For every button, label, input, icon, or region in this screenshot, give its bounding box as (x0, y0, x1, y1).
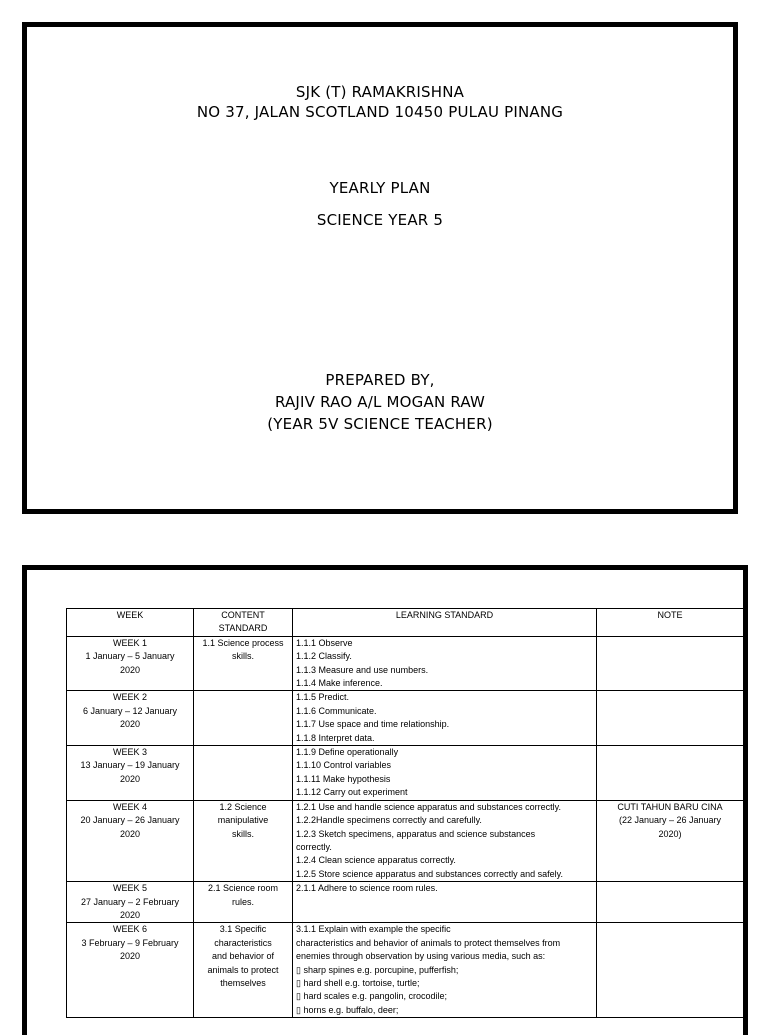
cell-learning-standard-line: 2.1.1 Adhere to science room rules. (296, 883, 438, 894)
cell-content-standard-line: skills. (232, 828, 254, 839)
cell-learning-standard-line: 1.1.8 Interpret data. (296, 732, 375, 743)
cell-content-standard-line: 1.2 Science (219, 801, 267, 812)
cell-week-line: 6 January – 12 January (82, 705, 178, 716)
cell-learning-standard-line: ▯ horns e.g. buffalo, deer; (296, 1004, 399, 1015)
cell-content-standard-line: skills. (232, 651, 254, 662)
cell-week (67, 746, 194, 801)
cover-page (22, 22, 738, 514)
cell-learning-standard-line: 1.2.5 Store science apparatus and substances correctly and safely. (296, 868, 563, 879)
header-content-line: STANDARD (218, 623, 268, 634)
cell-content-standard-line: themselves (220, 977, 266, 988)
table-row (67, 882, 744, 923)
cell-content-standard-line: animals to protect (207, 964, 279, 975)
cell-week-line: 2020 (119, 828, 141, 839)
cell-learning-standard (293, 746, 597, 801)
subject-title: SCIENCE YEAR 5 (316, 211, 444, 229)
cell-week-line: WEEK 4 (112, 801, 147, 812)
cell-week-line: 2020 (119, 909, 141, 920)
cell-week-line: 13 January – 19 January (80, 760, 180, 771)
header-note: NOTE (597, 609, 744, 637)
cell-learning-standard (293, 691, 597, 746)
cell-week-line: 2020 (119, 773, 141, 784)
cell-week-line: 2020 (119, 719, 141, 730)
cell-week-line: 2020 (119, 664, 141, 675)
cell-week-line: 20 January – 26 January (80, 815, 180, 826)
table-header-row (67, 609, 744, 637)
cell-learning-standard (293, 636, 597, 691)
header-content-standard (194, 609, 293, 637)
cell-learning-standard-line: 1.2.1 Use and handle science apparatus and substances correctly. (296, 801, 561, 812)
cell-week (67, 636, 194, 691)
cell-learning-standard-line: ▯ hard scales e.g. pangolin, crocodile; (296, 991, 448, 1002)
cell-learning-standard-line: 1.1.5 Predict. (296, 692, 350, 703)
header-learning-standard: LEARNING STANDARD (293, 609, 597, 637)
table-row (67, 636, 744, 691)
table-row (67, 923, 744, 1018)
cell-week-line: 1 January – 5 January (85, 651, 175, 662)
prepared-by-label: PREPARED BY, (325, 371, 435, 389)
cell-learning-standard-line: 1.2.3 Sketch specimens, apparatus and science substances (296, 828, 536, 839)
teacher-role: (YEAR 5V SCIENCE TEACHER) (267, 415, 493, 433)
plan-page (22, 565, 748, 1035)
cell-content-standard-line: 2.1 Science room (207, 883, 279, 894)
cell-content-standard (194, 691, 293, 746)
cell-learning-standard-line: 1.1.12 Carry out experiment (296, 787, 408, 798)
school-name: SJK (T) RAMAKRISHNA (295, 83, 465, 101)
cell-learning-standard-line: characteristics and behavior of animals to protect themselves from (296, 937, 561, 948)
cell-week-line: WEEK 3 (112, 747, 147, 758)
cell-content-standard (194, 746, 293, 801)
cell-note (597, 800, 744, 881)
cell-week (67, 923, 194, 1018)
cell-learning-standard-line: 1.2.2Handle specimens correctly and carefully. (296, 815, 482, 826)
cell-learning-standard-line: 3.1.1 Explain with example the specific (296, 924, 451, 935)
cell-week-line: WEEK 2 (112, 692, 147, 703)
table-row (67, 746, 744, 801)
cell-content-standard (194, 882, 293, 923)
cell-week (67, 800, 194, 881)
cell-week-line: WEEK 1 (112, 637, 147, 648)
cell-learning-standard (293, 800, 597, 881)
table-row (67, 800, 744, 881)
cell-learning-standard-line: 1.1.7 Use space and time relationship. (296, 719, 450, 730)
cell-content-standard-line: 1.1 Science process (202, 637, 284, 648)
cell-learning-standard-line: 1.2.4 Clean science apparatus correctly. (296, 855, 456, 866)
table-row (67, 691, 744, 746)
cell-content-standard-line: characteristics (214, 937, 272, 948)
cell-content-standard-line: rules. (231, 896, 254, 907)
cell-note (597, 746, 744, 801)
cell-learning-standard-line: 1.1.9 Define operationally (296, 747, 399, 758)
cell-note (597, 691, 744, 746)
teacher-name: RAJIV RAO A/L MOGAN RAW (274, 393, 486, 411)
cell-content-standard (194, 923, 293, 1018)
cell-learning-standard-line: 1.1.6 Communicate. (296, 705, 377, 716)
cell-learning-standard (293, 923, 597, 1018)
plan-title: YEARLY PLAN (329, 179, 431, 197)
cell-content-standard-line: 3.1 Specific (219, 924, 267, 935)
cell-content-standard-line: and behavior of (211, 951, 275, 962)
cell-note-line: (22 January – 26 January (618, 815, 722, 826)
cell-week-line: WEEK 5 (112, 883, 147, 894)
cell-learning-standard (293, 882, 597, 923)
cell-content-standard-line: manipulative (217, 815, 269, 826)
cell-learning-standard-line: 1.1.4 Make inference. (296, 678, 383, 689)
header-week: WEEK (67, 609, 194, 637)
cell-learning-standard-line: ▯ hard shell e.g. tortoise, turtle; (296, 977, 420, 988)
cell-learning-standard-line: 1.1.3 Measure and use numbers. (296, 664, 429, 675)
cell-week (67, 882, 194, 923)
cell-learning-standard-line: ▯ sharp spines e.g. porcupine, pufferfish; (296, 964, 459, 975)
cell-note-line: CUTI TAHUN BARU CINA (617, 801, 723, 812)
cell-learning-standard-line: enemies through observation by using various media, such as: (296, 951, 546, 962)
cell-learning-standard-line: 1.1.2 Classify. (296, 651, 352, 662)
cell-content-standard (194, 800, 293, 881)
cell-learning-standard-line: 1.1.11 Make hypothesis (296, 773, 391, 784)
cell-week-line: 2020 (119, 951, 141, 962)
cell-content-standard (194, 636, 293, 691)
cell-learning-standard-line: 1.1.10 Control variables (296, 760, 392, 771)
table-body (67, 636, 744, 1017)
cell-week-line: WEEK 6 (112, 924, 147, 935)
cell-week (67, 691, 194, 746)
cell-note-line: 2020) (658, 828, 682, 839)
cell-learning-standard-line: correctly. (296, 841, 332, 852)
header-content-line: CONTENT (221, 610, 265, 620)
school-address: NO 37, JALAN SCOTLAND 10450 PULAU PINANG (196, 103, 564, 121)
yearly-plan-table (66, 608, 744, 1018)
cell-learning-standard-line: 1.1.1 Observe (296, 637, 353, 648)
cell-week-line: 3 February – 9 February (81, 937, 179, 948)
cell-week-line: 27 January – 2 February (80, 896, 180, 907)
cell-note (597, 882, 744, 923)
cell-note (597, 923, 744, 1018)
cell-note (597, 636, 744, 691)
